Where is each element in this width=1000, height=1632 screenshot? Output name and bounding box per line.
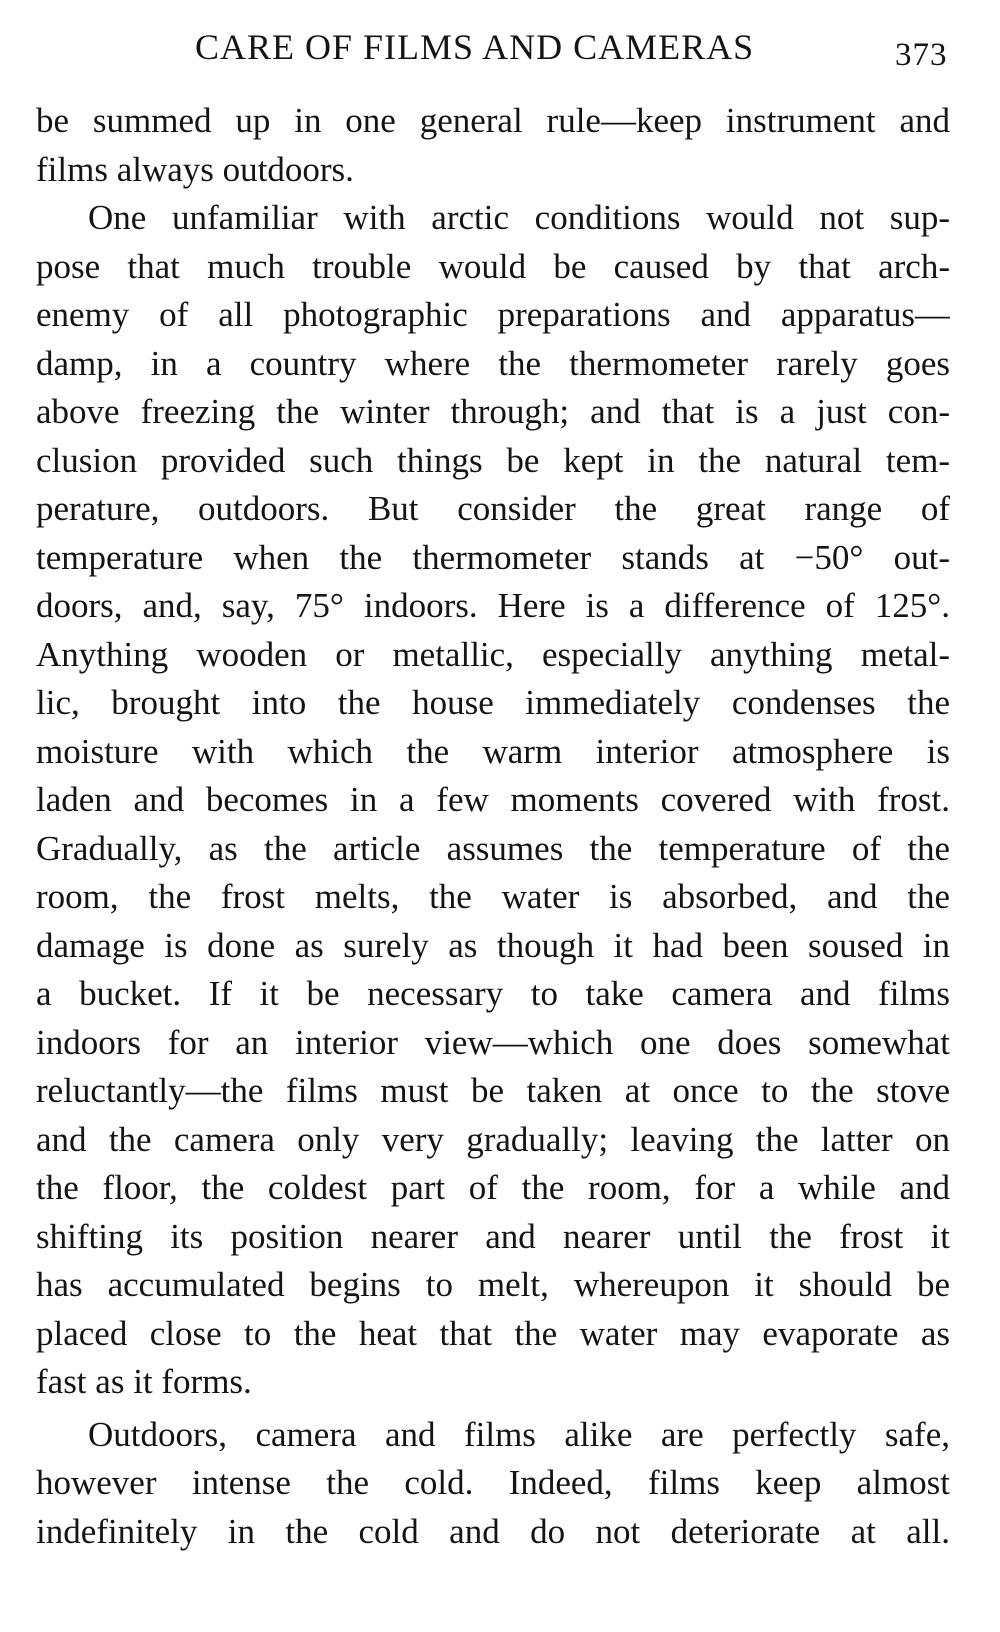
text-line: a bucket. If it be necessary to take camera and films (36, 974, 950, 1013)
text-line: room, the frost melts, the water is absorbed, and the (36, 877, 950, 916)
text-line: perature, outdoors. But consider the great range of (36, 489, 950, 528)
text-line: clusion provided such things be kept in the natural tem- (36, 440, 950, 480)
page-number: 373 (895, 37, 948, 73)
text-line: has accumulated begins to melt, whereupon it should be (36, 1265, 950, 1304)
text-line: damp, in a country where the thermometer rarely goes (36, 343, 950, 383)
text-line: and the camera only very gradually; leaving the latter on (36, 1119, 950, 1159)
text-line: fast as it forms. (36, 1362, 252, 1401)
text-line: indoors for an interior view—which one does somewhat (36, 1022, 950, 1062)
text-line: reluctantly—the films must be taken at once to the stove (36, 1071, 950, 1110)
text-line: films always outdoors. (36, 149, 354, 189)
text-line: indefinitely in the cold and do not deteriorate at all. (36, 1511, 950, 1551)
text-line: shifting its position nearer and nearer until the frost it (36, 1216, 950, 1256)
paragraph-1 (36, 97, 950, 194)
text-line: lic, brought into the house immediately condenses the (36, 683, 950, 722)
running-title: CARE OF FILMS AND CAMERAS (195, 27, 755, 67)
text-line: moisture with which the warm interior atmosphere is (36, 731, 950, 771)
text-line: Anything wooden or metallic, especially anything metal- (36, 634, 950, 674)
running-header (0, 22, 1000, 72)
body-text (36, 97, 950, 1556)
text-line: damage is done as surely as though it had been soused in (36, 925, 950, 965)
text-line: Outdoors, camera and films alike are perfectly safe, (88, 1414, 950, 1454)
text-line: enemy of all photographic preparations and apparatus— (36, 295, 950, 334)
paragraph-3 (36, 1411, 950, 1557)
text-line: temperature when the thermometer stands at −50° out- (36, 537, 950, 577)
paragraph-2 (36, 194, 950, 1407)
text-line: above freezing the winter through; and that is a just con- (36, 392, 950, 431)
text-line: One unfamiliar with arctic conditions would not sup- (88, 198, 950, 237)
text-line: doors, and, say, 75° indoors. Here is a difference of 125°. (36, 586, 950, 625)
text-line: however intense the cold. Indeed, films keep almost (36, 1463, 950, 1502)
text-line: placed close to the heat that the water may evaporate as (36, 1313, 950, 1353)
text-line: pose that much trouble would be caused by that arch- (36, 246, 950, 286)
text-line: laden and becomes in a few moments covered with frost. (36, 780, 950, 819)
text-line: the floor, the coldest part of the room, for a while and (36, 1168, 950, 1207)
text-line: be summed up in one general rule—keep instrument and (36, 101, 950, 140)
text-line: Gradually, as the article assumes the temperature of the (36, 828, 950, 868)
